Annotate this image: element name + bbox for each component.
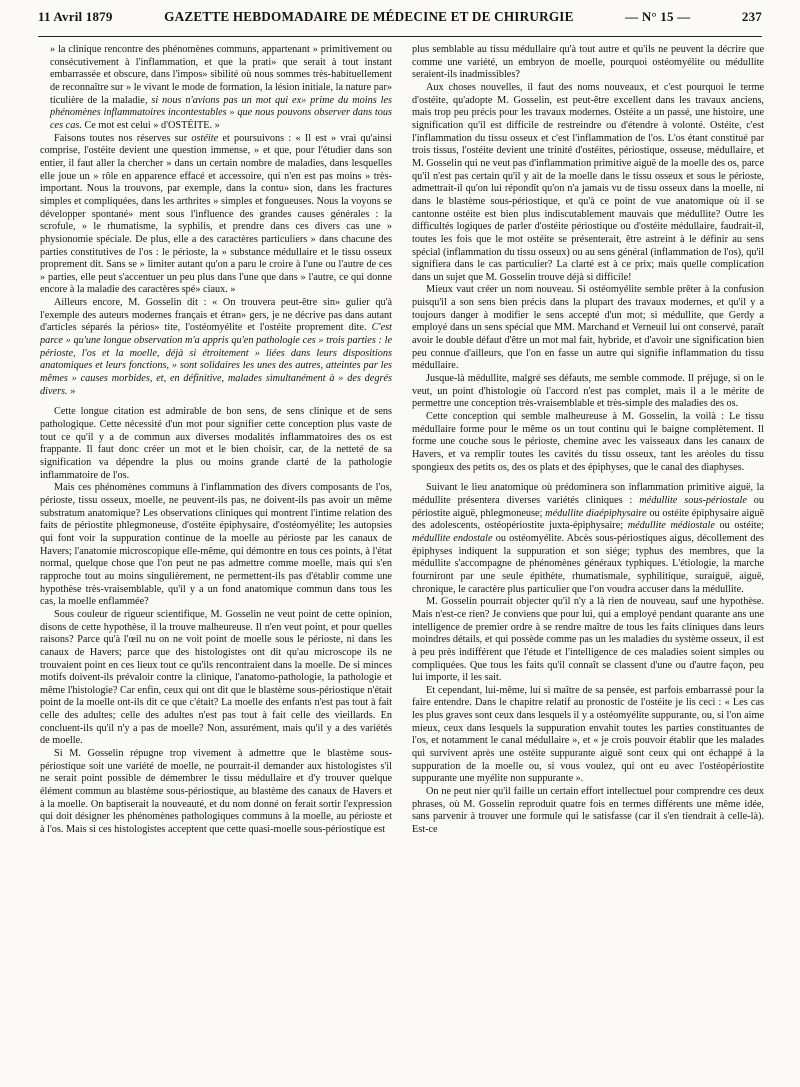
- paragraph: Ailleurs encore, M. Gosselin dit : « On trouvera peut-être sin» gulier qu'à l'exemple des auteurs modernes français et étran» gers, je ne décrive pas dans autant d'articles séparés la périos» tite, l'ostéomyélite et l'ostéite proprement dite. C'est parce » qu'une longue observation m'a appris qu'en pathologie ces » trois parties : le périoste, l'os et la moelle, déjà si étroitement » liées dans leurs dispositions anatomiques et leurs fonctions, » sont solidaires les unes des autres, atteintes par les mêmes » causes morbides, et, en définitive, malades simultanément à » des degrés divers. »: [40, 297, 392, 397]
- journal-title: GAZETTE HEBDOMADAIRE DE MÉDECINE ET DE CHIRURGIE: [164, 9, 574, 24]
- paragraph: Suivant le lieu anatomique où prédominera son inflammation primitive aiguë, la médullite présentera diverses variétés cliniques : médullite sous-périostale ou périostite aiguë, phlegmoneuse; médullite diaépiphysaire ou ostéite épiphysaire aiguë des adolescents, ostéopériostite juxta-épiphysaire; médullite médiostale ou ostéite; médullite endostale ou ostéomyélite. Abcès sous-périostiques aigus, décollement des épiphyses indiquent la suppuration et son siége; typhus des membres, que la médullite s'accompagne de phénomènes généraux typhiques. L'étiologie, la marche fourniront par une seule épithète, rhumatismale, syphilitique, suraiguë, aiguë, chronique, le caractère plus particulier que l'on voudra accuser dans la médullite.: [412, 482, 764, 595]
- paragraph: » la clinique rencontre des phénomènes communs, appartenant » primitivement ou consécutivement à l'inflammation, et que la prati» que serait à tout instant embarrassée et obscure, dans l'impos» sibilité où nous sommes très-habituellement de reconnaître sur » le vivant le mode de formation, la lésion initiale, la nature par» ticulière de la maladie, si nous n'avions pas un mot qui ex» prime du moins les phénomènes inflammatoires incontestables » que nous pouvons observer dans tous ces cas. Ce mot est celui » d'OSTÉITE. »: [50, 44, 392, 131]
- paragraph: M. Gosselin pourrait objecter qu'il n'y a là rien de nouveau, sauf une hypothèse. Mais n'est-ce rien? Je conviens que pour lui, qui a employé pendant quarante ans une intelligence de premier ordre à se rendre maître de tous les faits cliniques dans leurs moindres détails, et qui possède comme pas un les maladies du système osseux, il est à peu près indifférent que l'étude et l'intelligence de ces maladies soient simples ou compliquées. Que tous les faits qu'il connaît se classent d'une ou d'autre façon, peu lui importe, il les sait.: [412, 596, 764, 684]
- header-rule: [38, 36, 762, 37]
- paragraph: Cette conception qui semble malheureuse à M. Gosselin, la voilà : Le tissu médullaire forme pour le même os un tout continu qui le baigne complètement. Il forme une couche sous le périoste, chemine avec les vaisseaux dans les canaux de Havers, et va remplir toutes les cavités du tissu osseux, tant les aréoles du tissu spongieux des petits os, des os plats et des épiphyses, que le canal des diaphyses.: [412, 411, 764, 473]
- paragraph: Sous couleur de rigueur scientifique, M. Gosselin ne veut point de cette opinion, disons de cette hypothèse, il la trouve malheureuse. Il n'en veut point, et pour quelles raisons? Parce qu'à l'œil nu on ne voit point de moelle sous le périoste, ni dans les canaux de Havers; parce que des histologistes ont dit qu'au microscope ils ne trouvaient point en ces lieux tout ce qu'ils rencontraient dans la moelle. De si minces motifs doivent-ils prévaloir contre la clinique, l'anatomo-pathologie, la pathologie et même l'histologie? Car enfin, ceux qui ont dit que le blastème sous-périostique n'était point de la moelle ont-ils dit ce que c'était? La moelle des enfants n'est pas tout à fait celle des adultes; celle des adultes n'est pas tout à fait celle des vieillards. En concluent-ils qu'il n'y a pas de moelle? Non, assurément, mais qu'il y a des variétés de moelle.: [40, 608, 392, 747]
- right-column: [412, 44, 764, 1071]
- paragraph: On ne peut nier qu'il faille un certain effort intellectuel pour comprendre ces deux phrases, où M. Gosselin reproduit quatre fois en termes différents une même idée, sans parvenir à trouver une formule qui le satisfasse (car il s'en tiendrait à celle-là). Est-ce: [412, 786, 764, 836]
- paragraph: Faisons toutes nos réserves sur ostéite et poursuivons : « Il est » vrai qu'ainsi comprise, l'ostéite devient une question immense, » et que, pour l'étudier dans son entier, il faut aller la chercher » dans un certain nombre de maladies, dans lesquelles elle joue un » rôle en apparence effacé et accessoire, qui n'en est pas moins » très-important. Nous la trouvons, par exemple, dans la contu» sion, dans les fractures simples et compliquées, dans les arthrites » simples et fongueuses. Nous la voyons se développer spontané» ment sous l'influence des grandes causes générales : la scrofule, » le rhumatisme, la syphilis, et prendre dans ces divers cas une » physionomie spéciale. De plus, elle a des caractères particuliers » dans chacune des parties constitutives de l'os : le périoste, la » substance médullaire et le tissu osseux proprement dit. Sans se » limiter autant qu'on a paru le croire à l'une ou l'autre de ces » parties, elle peut s'accentuer un peu plus dans l'une que dans » l'autre, ce qui donne encore à la maladie des caractères spé» ciaux. »: [40, 132, 392, 296]
- running-header: [38, 9, 762, 35]
- paragraph: Et cependant, lui-même, lui si maître de sa pensée, est parfois embarrassé pour la faire entendre. Dans le chapitre relatif au pronostic de l'ostéite je lis ceci : « Les cas les plus graves sont ceux dans lesquels il y a ostéomyélite suppurante, ou, si l'on aime mieux, ceux dans lesquels la suppuration envahit toutes les parties constituantes de l'os, et notamment le canal médullaire », et « je crois pouvoir établir que les malades qui survivent après une ostéite suppurante aiguë sont ceux qui ont échappé à la suppuration de la moelle ou, si vous voulez, qui ont eu avec l'ostéopériostite suppurante une myélite non suppurante ».: [412, 684, 764, 785]
- paragraph: Si M. Gosselin répugne trop vivement à admettre que le blastème sous-périostique soit une variété de moelle, ne pourrait-il demander aux histologistes s'il ne serait point possible de démembrer le tissu médullaire et d'y trouver quelque élément commun au blastème sous-périostique, au blastème des canaux de Havers et à la moelle. On baptiserait la nouveauté, et du nom donné on ferait sortir l'expression qui doit désigner les phénomènes pathologiques communs à la moelle, au périoste et à l'os. Mais si ces histologistes acceptent que cette quasi-moelle sous-périostique est: [40, 748, 392, 836]
- paragraph: Mais ces phénomènes communs à l'inflammation des divers composants de l'os, périoste, tissu osseux, moelle, ne peuvent-ils pas, ne doivent-ils pas avoir un même substratum anatomique? Les observations cliniques qui montrent l'intime relation des faits de périostite phlegmoneuse, d'ostéite épiphysaire, d'ostéomyélite; les autopsies qui font voir la suppuration continue de la moelle au périoste par les canaux de Havers; l'anatomie microscopique elle-même, qui démontre en tous ces points, à l'état normal, quelque chose que l'on peut ne pas admettre comme moelle, mais qui s'en rapproche tout au moins singulièrement, ne permettent-ils pas d'établir comme une hypothèse très-vraisemblable, qu'il y a un fond anatomique commun dans tous les cas, la moelle enflammée?: [40, 482, 392, 608]
- paragraph: Jusque-là médullite, malgré ses défauts, me semble commode. Il préjuge, si on le veut, un point d'histologie où l'accord n'est pas complet, mais il a le mérite de permettre une conception très-vraisemblable et très-simple des maladies des os.: [412, 373, 764, 410]
- left-column: [40, 44, 392, 1071]
- paragraph: Mieux vaut créer un nom nouveau. Si ostéomyélite semble prêter à la confusion puisqu'il a son sens bien précis dans la plupart des travaux modernes, et qu'il y a toujours danger à modifier le sens accepté d'un mot; si médullite, que Gerdy a employé dans un sens spécial que MM. Marchand et Verneuil lui ont conservé, paraît avoir le double défaut d'être un mot mal fait, hybride, et d'avoir une signification bien peu connue d'ailleurs, que l'on en fasse un autre qui signifie inflammation du tissu médullaire.: [412, 284, 764, 372]
- issue-number: — N° 15 —: [625, 9, 691, 24]
- paragraph: Aux choses nouvelles, il faut des noms nouveaux, et c'est pourquoi le terme d'ostéite, qu'adopte M. Gosselin, est peut-être excellent dans les travaux anciens, mais trop peu précis pour les travaux modernes. Ostéite a un passé, une histoire, une signification qu'il est difficile de restreindre ou d'étendre à volonté. Ostéite, c'est l'inflammation du tissu osseux et c'est l'inflammation de l'os. L'os étant constitué par trois tissus, l'ostéite devient une trinité d'ostéites, périostique, osseuse, médullaire, et M. Gosselin qui ne veut pas d'inflammation primitive aiguë de la moelle des os, parce qu'il n'est pas certain qu'il y ait de la moelle dans le tissu osseux et sous le périoste, admettrait-il qu'on lui répondît qu'on n'a jamais vu de tissu osseux dans la moelle, ni dans le blastème sous-périostique, et qu'à ce point de vue anatomique où il se cantonne ostéite est bien plus indiscutablement mauvais que médullite? Outre les difficultés logiques de parler d'ostéite périostique ou d'ostéite médullaire, faudrait-il, toutes les fois que le mot ostéite se présenterait, être astreint à le définir au sens spécial (inflammation du tissu osseux) ou au sens général (inflammation de l'os), qu'il signifiera dans le cas particulier? La clarté est à ce prix; mais quelle complication dans un sujet que M. Gosselin trouve déjà si difficile!: [412, 81, 764, 283]
- paragraph: Cette longue citation est admirable de bon sens, de sens clinique et de sens pathologique. Cette nécessité d'un mot pour signifier cette conception plus vaste de tout ce qu'il y a de commun aux diverses modalités inflammatoires des os est frappante. Il faut donc créer un mot et le bien choisir, car, de la netteté de sa signification va dépendre la plus ou moins grande clarté de la pathologie inflammatoire de l'os.: [40, 406, 392, 481]
- issue-date: 11 Avril 1879: [38, 9, 113, 24]
- paragraph: plus semblable au tissu médullaire qu'à tout autre et qu'ils ne peuvent la décrire que comme une variété, un embryon de moelle, pourquoi ostéomyélite ou médullite seraient-ils inadmissibles?: [412, 44, 764, 81]
- page-number: 237: [741, 9, 762, 24]
